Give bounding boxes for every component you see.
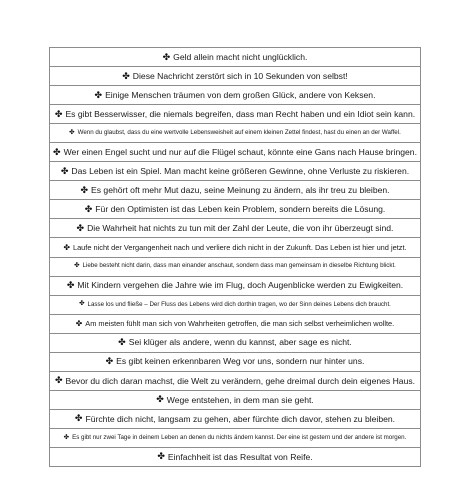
quote-row <box>49 124 421 143</box>
clover-bullet-icon: ✤ <box>156 394 164 405</box>
quote-text: Einfachheit ist das Resultat von Reife. <box>167 451 313 462</box>
quote-text: Es gibt keinen erkennbaren Weg vor uns, sondern nur hinter uns. <box>116 356 365 367</box>
clover-bullet-icon: ✤ <box>122 70 130 81</box>
clover-bullet-icon: ✤ <box>54 375 63 386</box>
clover-bullet-icon: ✤ <box>54 108 63 119</box>
clover-bullet-icon: ✤ <box>74 413 83 424</box>
quote-text: Es gibt Besserwisser, die niemals begreifen, dass man Recht haben und ein Idiot sein kann. <box>65 108 416 119</box>
quote-row <box>49 181 421 200</box>
quote-row <box>49 238 421 257</box>
quote-row <box>49 410 421 429</box>
clover-bullet-icon: ✤ <box>84 203 93 214</box>
quote-text: Einige Menschen träumen von dem großen Glück, andere von Keksen. <box>105 89 376 100</box>
quote-text: Mit Kindern vergehen die Jahre wie im Flug, doch Augenblicke werden zu Ewigkeiten. <box>77 280 404 291</box>
clover-bullet-icon: ✤ <box>94 89 103 100</box>
quote-text: Am meisten fühlt man sich von Wahrheiten getroffen, die man sich selbst verheimlichen wollte. <box>85 318 395 328</box>
quote-row <box>49 372 421 391</box>
quote-table <box>49 47 421 467</box>
quote-row <box>49 448 421 467</box>
quote-text: Diese Nachricht zerstört sich in 10 Sekunden von selbst! <box>132 70 348 81</box>
clover-bullet-icon: ✤ <box>157 451 165 462</box>
quote-row <box>49 391 421 410</box>
quote-row <box>49 48 421 67</box>
clover-bullet-icon: ✤ <box>118 337 126 348</box>
quote-text: Wer einen Engel sucht und nur auf die Flügel schaut, könnte eine Gans nach Hause bringen. <box>63 146 417 157</box>
quote-row <box>49 105 421 124</box>
quote-text: Sei klüger als andere, wenn du kannst, aber sage es nicht. <box>128 337 352 348</box>
quote-text: Lasse los und fließe – Der Fluss des Lebens wird dich dorthin tragen, wo der Sinn deines Lebens dich braucht. <box>87 300 391 308</box>
clover-bullet-icon: ✤ <box>63 242 70 252</box>
quote-text: Liebe besteht nicht darin, dass man einander anschaut, sondern dass man gemeinsam in dieselbe Richtung blickt. <box>82 262 396 270</box>
quote-text: Für den Optimisten ist das Leben kein Problem, sondern bereits die Lösung. <box>95 204 386 215</box>
quote-text: Es gibt nur zwei Tage in deinem Leben an denen du nichts ändern kannst. Der eine ist gestern und der andere ist morgen. <box>72 433 407 441</box>
quote-row <box>49 429 421 448</box>
clover-bullet-icon: ✤ <box>80 184 88 195</box>
quote-row <box>49 86 421 105</box>
quote-row <box>49 258 421 277</box>
quote-row <box>49 334 421 353</box>
quote-text: Die Wahrheit hat nichts zu tun mit der Zahl der Leute, die von ihr überzeugt sind. <box>87 223 394 234</box>
quote-row <box>49 315 421 334</box>
clover-bullet-icon: ✤ <box>105 356 114 367</box>
quote-row <box>49 200 421 219</box>
clover-bullet-icon: ✤ <box>63 433 70 441</box>
quote-text: Wenn du glaubst, dass du eine wertvolle Lebensweisheit auf einem kleinen Zettel findest, hast du einen an der Waffel. <box>77 129 401 137</box>
quote-row <box>49 353 421 372</box>
quote-text: Laufe nicht der Vergangenheit nach und verliere dich nicht in der Zukunft. Das Leben ist hier und jetzt. <box>72 242 407 252</box>
quote-text: Es gehört oft mehr Mut dazu, seine Meinung zu ändern, als ihr treu zu bleiben. <box>91 185 390 196</box>
clover-bullet-icon: ✤ <box>79 300 85 308</box>
quote-row <box>49 67 421 86</box>
clover-bullet-icon: ✤ <box>60 165 69 176</box>
clover-bullet-icon: ✤ <box>69 128 75 136</box>
quote-row <box>49 162 421 181</box>
clover-bullet-icon: ✤ <box>75 318 83 328</box>
quote-text: Bevor du dich daran machst, die Welt zu verändern, gehe dreimal durch dein eigenes Haus. <box>65 375 416 386</box>
quote-row <box>49 277 421 296</box>
quote-text: Wege entstehen, in dem man sie geht. <box>166 394 314 405</box>
quote-text: Fürchte dich nicht, langsam zu gehen, aber fürchte dich davor, stehen zu bleiben. <box>85 413 396 424</box>
clover-bullet-icon: ✤ <box>66 280 75 291</box>
quote-text: Das Leben ist ein Spiel. Man macht keine größeren Gewinne, ohne Verluste zu riskieren. <box>71 166 410 176</box>
quote-text: Geld allein macht nicht unglücklich. <box>173 51 308 62</box>
quote-row <box>49 143 421 162</box>
clover-bullet-icon: ✤ <box>74 262 80 270</box>
clover-bullet-icon: ✤ <box>162 51 171 62</box>
quote-row <box>49 296 421 315</box>
quote-row <box>49 219 421 238</box>
clover-bullet-icon: ✤ <box>76 222 85 233</box>
clover-bullet-icon: ✤ <box>53 146 61 157</box>
